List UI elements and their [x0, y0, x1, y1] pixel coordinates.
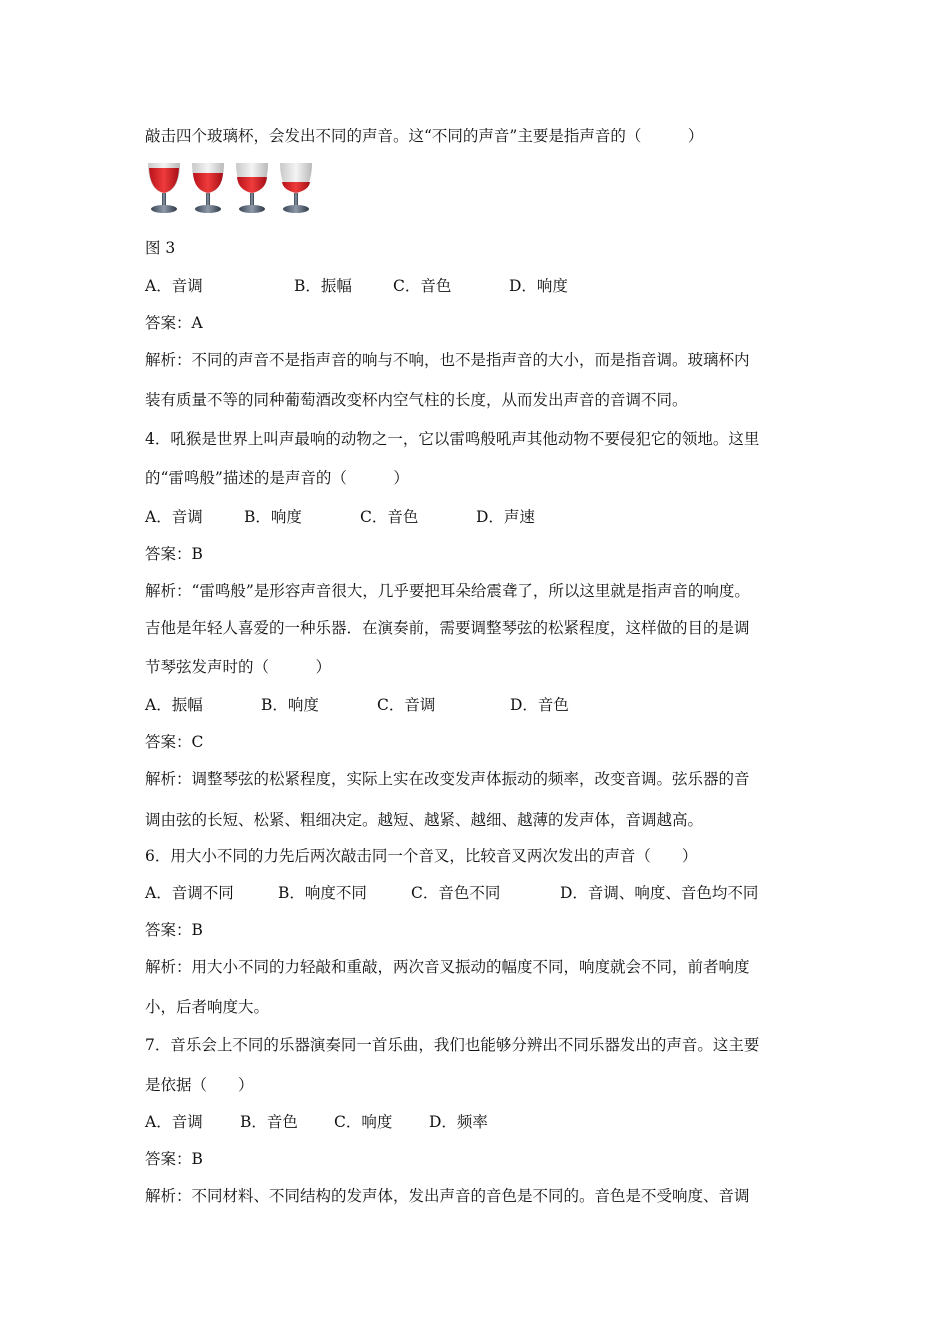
- option-c: C．响度: [334, 1113, 393, 1131]
- question-7-stem-line-1: 7．音乐会上不同的乐器演奏同一首乐曲，我们也能够分辨出不同乐器发出的声音。这主要: [145, 1036, 760, 1054]
- option-a: A．音调: [145, 1113, 203, 1131]
- question-5-answer: 答案：C: [145, 733, 204, 751]
- question-7-stem-line-2: 是依据（ ）: [145, 1076, 254, 1094]
- option-b: B．振幅: [294, 277, 352, 295]
- option-a: A．音调: [145, 277, 203, 295]
- question-5-analysis-line-1: 解析：调整琴弦的松紧程度，实际上实在改变发声体振动的频率，改变音调。弦乐器的音: [145, 770, 750, 788]
- option-b: B．响度不同: [278, 884, 367, 902]
- question-4-stem-line-1: 4．吼猴是世界上叫声最响的动物之一，它以雷鸣般吼声其他动物不要侵犯它的领地。这里: [145, 430, 760, 448]
- question-5-analysis-line-2: 调由弦的长短、松紧、粗细决定。越短、越紧、越细、越薄的发声体，音调越高。: [145, 811, 704, 829]
- figure-caption: 图 3: [145, 239, 176, 257]
- question-4-analysis: 解析：“雷鸣般”是形容声音很大，几乎要把耳朵给震聋了，所以这里就是指声音的响度。: [145, 582, 750, 600]
- option-b: B．响度: [261, 696, 319, 714]
- option-d: D．响度: [509, 277, 568, 295]
- question-7-answer: 答案：B: [145, 1150, 203, 1168]
- wine-glasses-figure: [145, 160, 315, 216]
- option-c: C．音色: [393, 277, 452, 295]
- question-3-answer: 答案：A: [145, 314, 203, 332]
- option-c: C．音色不同: [411, 884, 501, 902]
- question-3-options: [145, 276, 815, 296]
- question-4-stem-line-2: 的“雷鸣般”描述的是声音的（ ）: [145, 469, 409, 487]
- question-7-options: [145, 1112, 815, 1132]
- question-4-answer: 答案：B: [145, 545, 203, 563]
- wine-glass-4: [280, 163, 312, 213]
- option-d: D．频率: [429, 1113, 488, 1131]
- option-b: B．音色: [240, 1113, 298, 1131]
- question-6-options: [145, 883, 815, 903]
- question-6-analysis-line-2: 小，后者响度大。: [145, 998, 270, 1016]
- option-d: D．音色: [510, 696, 569, 714]
- wine-glass-2: [192, 163, 224, 213]
- wine-glass-1: [148, 163, 180, 213]
- question-6-answer: 答案：B: [145, 921, 203, 939]
- option-c: C．音调: [377, 696, 436, 714]
- question-4-options: [145, 507, 815, 527]
- option-a: A．音调: [145, 508, 203, 526]
- question-3-analysis-line-2: 装有质量不等的同种葡萄酒改变杯内空气柱的长度，从而发出声音的音调不同。: [145, 391, 688, 409]
- question-5-stem-line-2: 节琴弦发声时的（ ）: [145, 658, 332, 676]
- option-d: D．声速: [476, 508, 535, 526]
- question-3-stem: 敲击四个玻璃杯，会发出不同的声音。这“不同的声音”主要是指声音的（ ）: [145, 127, 704, 145]
- option-c: C．音色: [360, 508, 419, 526]
- option-a: A．振幅: [145, 696, 203, 714]
- option-b: B．响度: [244, 508, 302, 526]
- question-5-options: [145, 695, 815, 715]
- wine-glass-3: [236, 163, 268, 213]
- question-5-stem-line-1: 吉他是年轻人喜爱的一种乐器．在演奏前，需要调整琴弦的松紧程度，这样做的目的是调: [145, 619, 750, 637]
- option-a: A．音调不同: [145, 884, 234, 902]
- question-6-stem: 6．用大小不同的力先后两次敲击同一个音叉，比较音叉两次发出的声音（ ）: [145, 847, 698, 865]
- question-3-analysis-line-1: 解析：不同的声音不是指声音的响与不响，也不是指声音的大小，而是指音调。玻璃杯内: [145, 351, 750, 369]
- question-6-analysis-line-1: 解析：用大小不同的力轻敲和重敲，两次音叉振动的幅度不同，响度就会不同，前者响度: [145, 958, 750, 976]
- question-7-analysis: 解析：不同材料、不同结构的发声体，发出声音的音色是不同的。音色是不受响度、音调: [145, 1187, 750, 1205]
- option-d: D．音调、响度、音色均不同: [560, 884, 759, 902]
